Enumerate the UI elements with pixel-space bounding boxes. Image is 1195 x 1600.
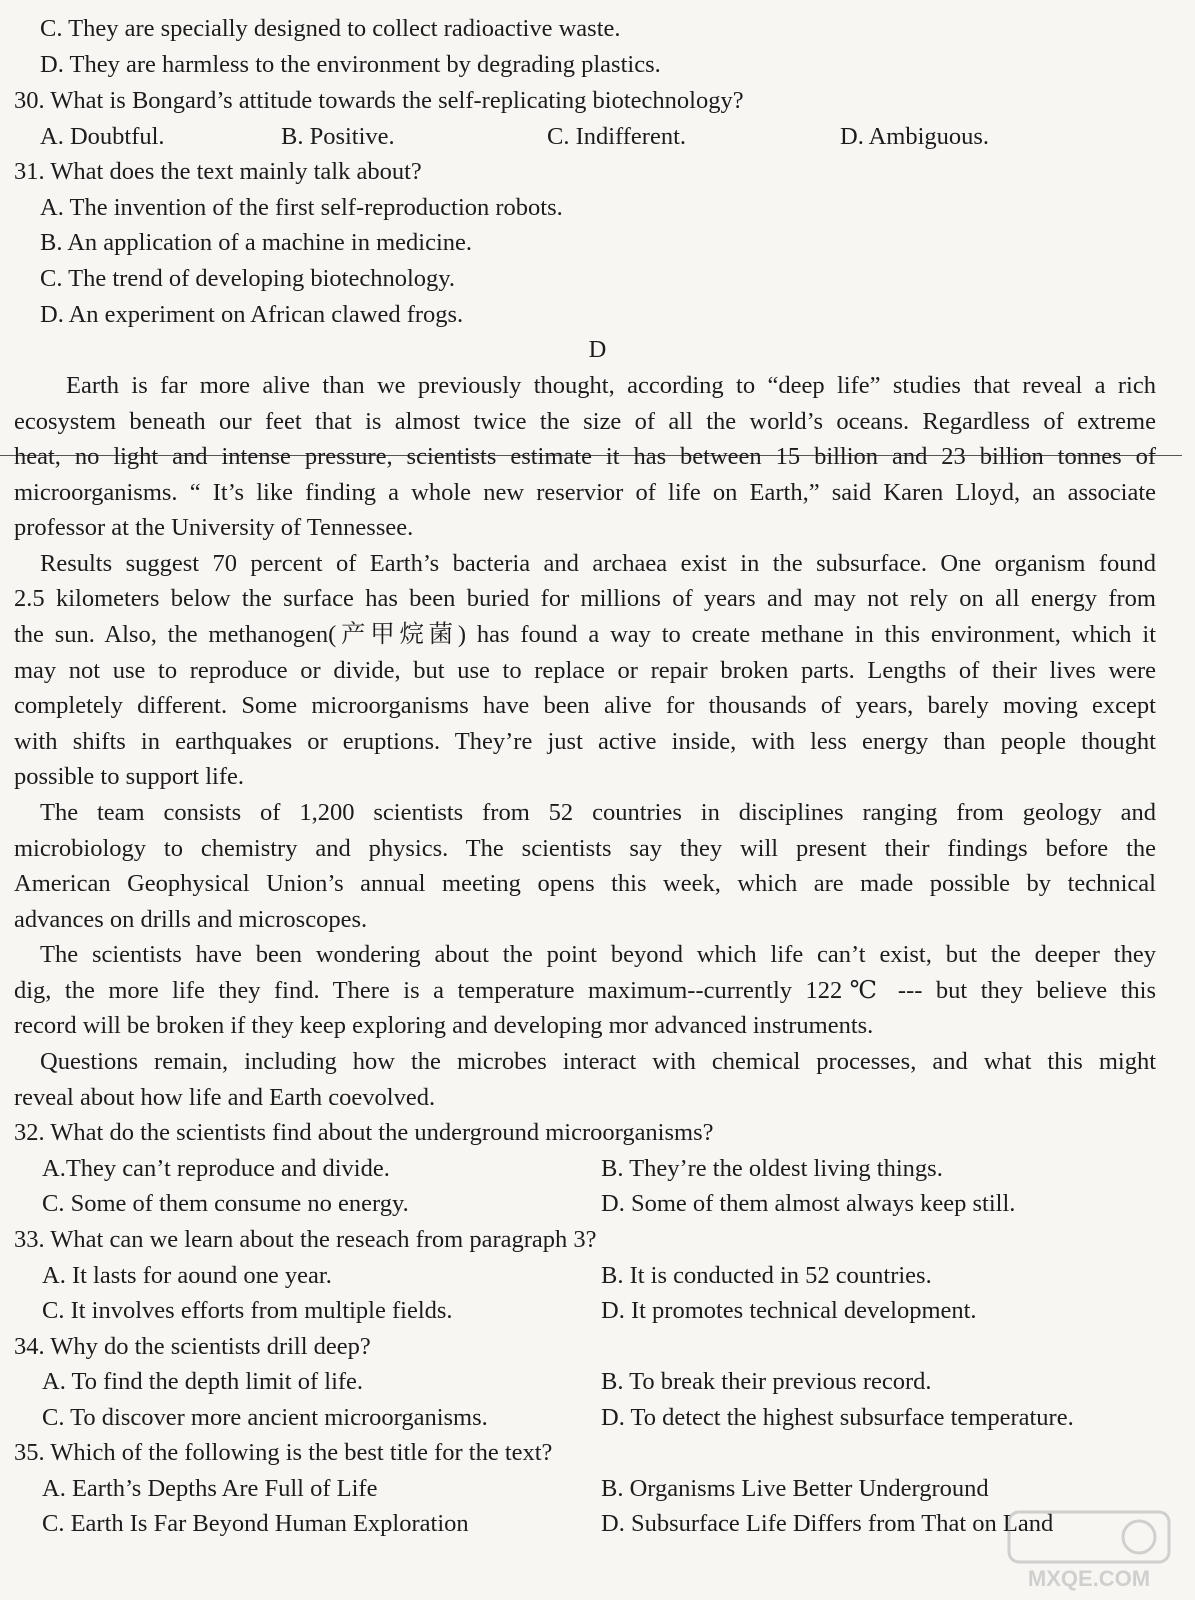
passage-line: record will be broken if they keep exploring and developing mor advanced instruments.	[14, 1012, 874, 1039]
q31-option-b: B. An application of a machine in medicine.	[40, 229, 473, 256]
q32-stem: 32. What do the scientists find about the underground microorganisms?	[14, 1119, 714, 1146]
q30-stem: 30. What is Bongard’s attitude towards the self-replicating biotechnology?	[14, 87, 744, 114]
passage-line: The scientists have been wondering about the point beyond which life can’t exist, but the deeper they	[40, 941, 1156, 968]
passage-line: dig, the more life they find. There is a temperature maximum--currently 122℃ --- but they believe this	[14, 977, 1156, 1004]
q34-option-a: A. To find the depth limit of life.	[42, 1368, 364, 1395]
q30-option-a: A. Doubtful.	[40, 123, 165, 150]
passage-line: professor at the University of Tennessee.	[14, 514, 414, 541]
watermark-text: MXQE.COM	[1027, 1566, 1151, 1591]
passage-line: ecosystem beneath our feet that is almost twice the size of all the world’s oceans. Regardless of extreme	[14, 408, 1156, 435]
passage-line: with shifts in earthquakes or eruptions. They’re just active inside, with less energy than people thought	[14, 728, 1156, 755]
q30-option-d: D. Ambiguous.	[840, 123, 990, 150]
passage-line: the sun. Also, the methanogen(产甲烷菌) has found a way to create methane in this environment, which it	[14, 621, 1156, 648]
q33-option-a: A. It lasts for aound one year.	[42, 1262, 332, 1289]
q32-option-c: C. Some of them consume no energy.	[42, 1190, 409, 1217]
q35-option-c: C. Earth Is Far Beyond Human Exploration	[42, 1510, 469, 1537]
q33-stem: 33. What can we learn about the reseach from paragraph 3?	[14, 1226, 597, 1253]
q32-option-a: A.They can’t reproduce and divide.	[42, 1155, 390, 1182]
q32-option-d: D. Some of them almost always keep still.	[601, 1190, 1016, 1217]
q34-option-c: C. To discover more ancient microorganisms.	[42, 1404, 488, 1431]
watermark-logo	[989, 1506, 1189, 1596]
passage-line: The team consists of 1,200 scientists from 52 countries in disciplines ranging from geology and	[40, 799, 1156, 826]
passage-line: Questions remain, including how the microbes interact with chemical processes, and what this might	[40, 1048, 1156, 1075]
q33-option-b: B. It is conducted in 52 countries.	[601, 1262, 932, 1289]
q33-option-d: D. It promotes technical development.	[601, 1297, 977, 1324]
passage-line: advances on drills and microscopes.	[14, 906, 368, 933]
q34-option-d: D. To detect the highest subsurface temperature.	[601, 1404, 1074, 1431]
passage-line: reveal about how life and Earth coevolved.	[14, 1084, 436, 1111]
q34-option-b: B. To break their previous record.	[601, 1368, 932, 1395]
passage-line: completely different. Some microorganisms have been alive for thousands of years, barely moving except	[14, 692, 1156, 719]
q35-stem: 35. Which of the following is the best title for the text?	[14, 1439, 553, 1466]
passage-line: possible to support life.	[14, 763, 245, 790]
passage-line: may not use to reproduce or divide, but use to replace or repair broken parts. Lengths of their lives were	[14, 657, 1156, 684]
q33-option-c: C. It involves efforts from multiple fields.	[42, 1297, 453, 1324]
passage-line: 2.5 kilometers below the surface has been buried for millions of years and may not rely on all energy from	[14, 585, 1156, 612]
q31-option-c: C. The trend of developing biotechnology.	[40, 265, 456, 292]
q35-option-b: B. Organisms Live Better Underground	[601, 1475, 989, 1502]
passage-line: Results suggest 70 percent of Earth’s bacteria and archaea exist in the subsurface. One organism found	[40, 550, 1156, 577]
q29-option-d: D. They are harmless to the environment by degrading plastics.	[40, 51, 661, 78]
section-label: D	[588, 336, 607, 363]
q30-option-c: C. Indifferent.	[547, 123, 687, 150]
q34-stem: 34. Why do the scientists drill deep?	[14, 1333, 371, 1360]
passage-line: microorganisms. “ It’s like finding a whole new reservior of life on Earth,” said Karen Lloyd, an associate	[14, 479, 1156, 506]
passage-line: Earth is far more alive than we previously thought, according to “deep life” studies that reveal a rich	[66, 372, 1156, 399]
q31-option-a: A. The invention of the first self-reproduction robots.	[40, 194, 563, 221]
passage-line: microbiology to chemistry and physics. The scientists say they will present their findings before the	[14, 835, 1156, 862]
q29-option-c: C. They are specially designed to collect radioactive waste.	[40, 15, 621, 42]
q30-option-b: B. Positive.	[281, 123, 395, 150]
q35-option-a: A. Earth’s Depths Are Full of Life	[42, 1475, 378, 1502]
passage-line: heat, no light and intense pressure, scientists estimate it has between 15 billion and 23 billion tonnes of	[14, 443, 1156, 470]
q31-stem: 31. What does the text mainly talk about?	[14, 158, 422, 185]
q31-option-d: D. An experiment on African clawed frogs.	[40, 301, 464, 328]
passage-line: American Geophysical Union’s annual meeting opens this week, which are made possible by technical	[14, 870, 1156, 897]
q32-option-b: B. They’re the oldest living things.	[601, 1155, 943, 1182]
q35-option-d: D. Subsurface Life Differs from That on Land	[601, 1510, 1054, 1537]
